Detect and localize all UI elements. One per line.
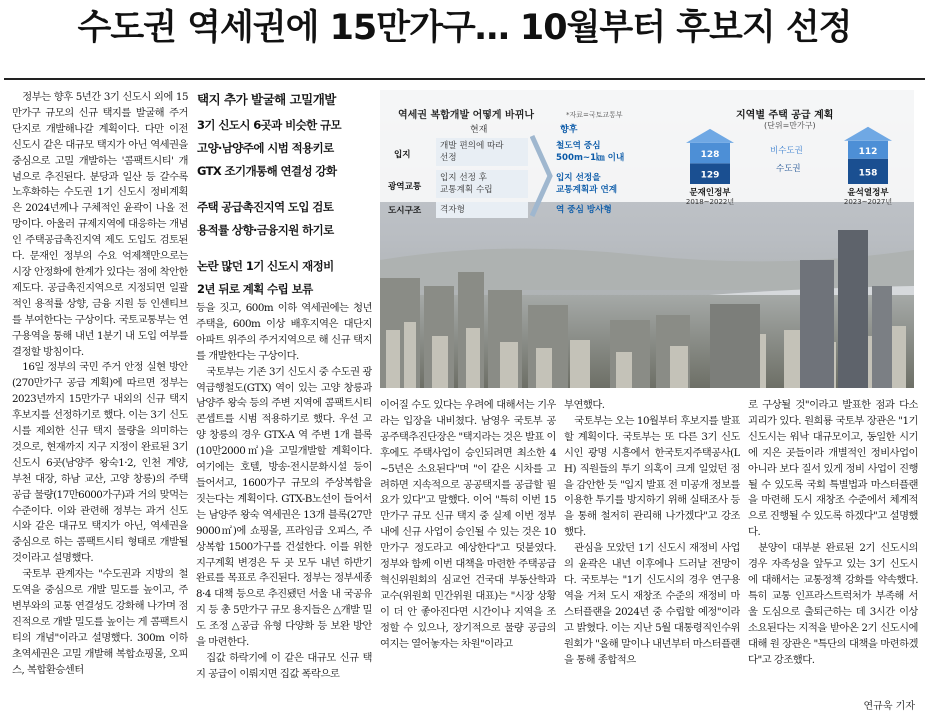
bar-name: 문재인정부	[689, 188, 731, 198]
paragraph: 부연했다.	[564, 399, 605, 411]
byline: 연규욱 기자	[863, 701, 915, 712]
chart-unit: (단위=만가구)	[764, 121, 816, 130]
bar-capital-label: 128	[700, 150, 720, 161]
row-after	[552, 138, 638, 166]
row-after-line: 교통계획과 연계	[556, 185, 618, 195]
paragraph: 국토부 관계자는 "수도권과 지방의 철도역을 중심으로 개발 밀도를 높이고, 주변부와의 교통 연결성도 강화해 나가며 점진적으로 개발 밀도를 높이는 게 콤팩트시티의 개념"이라고 설명했다. 300m 이하 초역세권은 고밀 개발해 복합쇼핑몰, 오피스, 복합환승센터	[12, 568, 188, 676]
row-now-line: 선정	[440, 153, 457, 163]
graphic-left-title: 역세권 복합개발 어떻게 바뀌나	[398, 110, 535, 121]
row-now-line: 개발 편의에 따라	[440, 141, 504, 151]
row-label: 입지	[394, 150, 411, 160]
row-now	[436, 170, 528, 198]
arrow-right-icon	[530, 134, 554, 218]
subhead-line: 논란 많던 1기 신도시 재정비	[197, 259, 334, 273]
bar-roof	[686, 129, 734, 143]
row-after	[552, 170, 638, 198]
graphic-source: *자료=국토교통부	[566, 111, 623, 119]
row-now-line: 격자형	[440, 205, 465, 215]
article-column-4	[564, 398, 740, 711]
article-column-1	[12, 90, 188, 710]
paragraph: 이어질 수도 있다는 우려에 대해서는 기우라는 입장을 내비쳤다. 남영우 국토부 공공주택추진단장은 "택지라는 것은 발표 이후에도 주택사업이 승인되려면 최소한 4~5년은 소요된다"며 "이 같은 시차를 고려하면 지속적으로 공공택지를 공급할 필요가 있다"고 말했다. 이어 "특히 이번 15만가구 규모 신규 택지 중 실제 이번 정부 내에 신규 사업이 승인될 수 있는 것은 10만가구 정도라고 예상한다"고 덧붙였다. 정부와 함께 이번 대책을 마련한 주택공급혁신위원회의 심교언 건국대 부동산학과 교수(위원회 민간위원 대표)는 "시장 상황이 더 안 좋아진다면 시간이나 지역을 조정할 수 있으나, 장기적으로 물량 공급의 여지는 열어놓자는 차원"이라고	[380, 399, 556, 650]
graphic-col-after: 향후	[560, 125, 578, 135]
subhead-3	[197, 196, 369, 242]
row-after-line: 철도역 중심	[556, 141, 601, 151]
article-column-2	[196, 301, 372, 711]
bar-name: 윤석열정부	[847, 188, 889, 198]
bar-roof	[844, 127, 892, 141]
row-after	[552, 202, 638, 218]
headline: 수도권 역세권에 15만가구… 10월부터 후보지 선정	[77, 8, 852, 48]
paragraph: 로 구상될 것"이라고 발표한 점과 다소 괴리가 있다. 원희룡 국토부 장관은 "1기 신도시는 워낙 대규모이고, 동일한 시기에 지은 곳들이라 개별적인 정비사업이 아니라 보다 질서 있게 정비 사업이 진행될 수 있도록 국회 특별법과 마스터플랜을 마련해 도시 재창조 수준에서 체계적으로 진행될 수 있도록 하겠다"고 설명했다.	[748, 399, 918, 539]
subhead-4	[197, 255, 369, 301]
headline-rule	[4, 78, 925, 80]
graphic-row	[384, 202, 644, 220]
chart-title: 지역별 주택 공급 계획	[736, 110, 834, 121]
paragraph: 국토부는 오는 10월부터 후보지를 발표할 계획이다. 국토부는 또 다른 3기 신도시인 광명 시흥에서 한국토지주택공사(LH) 직원들의 투기 의혹이 크게 일었던 점을 감안한 듯 "입지 발표 전 미공개 정보를 이용한 투기를 방지하기 위해 실태조사 등을 통해 철저히 관리해 나가겠다"고 강조했다.	[564, 414, 740, 539]
subhead-line: 주택 공급촉진지역 도입 검토	[197, 200, 334, 214]
row-after-line: 500m~1㎞ 이내	[556, 153, 625, 163]
graphic-row	[384, 170, 644, 200]
subhead-2	[197, 114, 369, 183]
bar-period: 2018~2022년	[685, 198, 735, 206]
subhead-line: 2년 뒤로 계획 수립 보류	[197, 282, 313, 296]
paragraph: 16일 정부의 국민 주거 안정 실현 방안(270만가구 공급 계획)에 따르면 정부는 2023년까지 15만가구 내외의 신규 택지 후보지를 선정하기로 했다. 이는 3기 신도시를 제외한 신규 택지 물량을 의미하는 것으로, 현재까지 지구 지정이 완료된 3기 신도시 6곳(남양주 왕숙1·2, 인천 계양, 부천 대장, 하남 교산, 고양 창릉)의 주택 공급 물량(17만6000가구)과 거의 맞먹는 수준이다. 이와 관련해 정부는 과거 신도시와 같은 대규모 택지가 아닌, 역세권을 중심으로 하는 콤팩트시티 형태로 개발될 것이라고 설명했다.	[12, 361, 188, 565]
subhead-line: 3기 신도시 6곳과 비슷한 규모	[197, 118, 342, 132]
article-column-5	[748, 398, 918, 698]
legend-capital: 비수도권	[770, 146, 803, 156]
paragraph: 국토부는 기존 3기 신도시 중 수도권 광역급행철도(GTX) 역이 있는 고양 창릉과 남양주 왕숙 등의 주변 지역에 콤팩트시티 콘셉트를 시범 적용하기로 했다. 우선 고양 창릉의 경우 GTX-A 역 주변 1개 블록(10만2000㎡)을 고밀개발할 계획이다. 여기에는 호텔, 방송·전시문화시설 등이 들어서고, 1600가구 규모의 주상복합을 짓는다는 계획이다. GTX-B노선이 들어서는 남양주 왕숙 역세권은 13개 블록(27만9000㎡)에 쇼핑몰, 프라임급 오피스, 주상복합 1500가구를 건설한다. 이를 위한 지구계획 변경은 두 곳 모두 내년 하반기 완료를 목표로 추진된다. 정부는 정부세종 8·4 대책 등으로 추진됐던 서울 내 국공유지 등 총 5만가구 규모 용지들은 △개발 밀도 조정 △공급 유형 다양화 등 보완 방안을 마련한다.	[196, 365, 372, 649]
bar-capital-label: 112	[858, 146, 878, 157]
row-now	[436, 202, 528, 218]
legend-metro: 수도권	[776, 164, 801, 174]
graphic-col-now: 현재	[470, 125, 488, 135]
row-after-line: 입지 선정을	[556, 173, 601, 183]
subheads	[197, 88, 369, 301]
graphic-row	[384, 138, 644, 168]
row-label: 도시구조	[388, 206, 422, 216]
article-column-3	[380, 398, 556, 711]
paragraph: 정부는 향후 5년간 3기 신도시 외에 15만가구 규모의 신규 택지를 발굴해 주거 단지로 개발해나갈 계획이다. 다만 이전 신도시 같은 대규모 택지가 아닌 역세권을 중심으로 고밀 개발하는 '콤팩트시티' 개념으로 추진된다. 분당과 일산 등 갈수록 노후화하는 수도권 1기 신도시 정비계획은 2024년께나 구체적인 윤곽이 나올 전망이다. 아울러 규제지역에 대응하는 개념인 주택공급촉진지역 제도 도입도 검토된다. 문재인 정부의 수요 억제책만으로는 시장 안정화에 한계가 있다는 점에 착안한 제도다. 공급촉진지역으로 지정되면 일괄적인 용적률 상향, 금융 지원 등 인센티브를 부여한다는 구상이다. 국토교통부는 연구용역을 통해 내년 1분기 내 도입 여부를 결정할 방침이다.	[12, 91, 188, 358]
bar-metro-label: 158	[858, 168, 878, 179]
row-after-line: 역 중심 방사형	[556, 205, 612, 215]
paragraph: 등을 짓고, 600m 이하 역세권에는 청년주택을, 600m 이상 배후지역은 대단지 아파트 위주의 주거지역으로 해 신규 택지를 개발한다는 구상이다.	[196, 302, 372, 362]
paragraph: 분양이 대부분 완료된 2기 신도시의 경우 자족성을 앞두고 있는 3기 신도시에 대해서는 교통정책 강화를 약속했다. 특히 교통 인프라스트럭처가 부족해 서울 도심으로 출퇴근하는 데 3시간 이상 소요된다는 지적을 받아온 2기 신도시에 대해 원 장관은 "특단의 대책을 마련하겠다"고 강조했다.	[748, 542, 918, 666]
supply-chart	[676, 98, 910, 210]
subhead-line: 용적률 상향·금융지원 하기로	[197, 223, 334, 237]
subhead-line: 고양·남양주에 시범 적용키로	[197, 141, 334, 155]
subhead-line: GTX 조기개통해 연결성 강화	[197, 164, 337, 178]
row-label: 광역교통	[388, 182, 422, 192]
row-now-line: 입지 선정 후	[440, 173, 487, 183]
paragraph: 집값 하락기에 이 같은 대규모 신규 택지 공급이 이뤄지면 집값 폭락으로	[196, 651, 372, 680]
bar-metro-label: 129	[700, 170, 720, 181]
paragraph: 관심을 모았던 1기 신도시 재정비 사업의 윤곽은 내년 이후에나 드러날 전망이다. 국토부는 "1기 신도시의 경우 연구용역을 거쳐 도시 재창조 수준의 재정비 마스터플랜을 2024년 중 수립할 예정"이라고 밝혔다. 이는 지난 5월 대통령직인수위원회가 "올해 말이나 내년부터 마스터플랜을 통해 종합적으	[564, 542, 740, 666]
bar-period: 2023~2027년	[843, 198, 893, 206]
subhead-1: 택지 추가 발굴해 고밀개발	[197, 92, 336, 107]
row-now-line: 교통계획 수립	[440, 185, 493, 195]
news-photo-infographic	[380, 90, 914, 388]
row-now	[436, 138, 528, 166]
